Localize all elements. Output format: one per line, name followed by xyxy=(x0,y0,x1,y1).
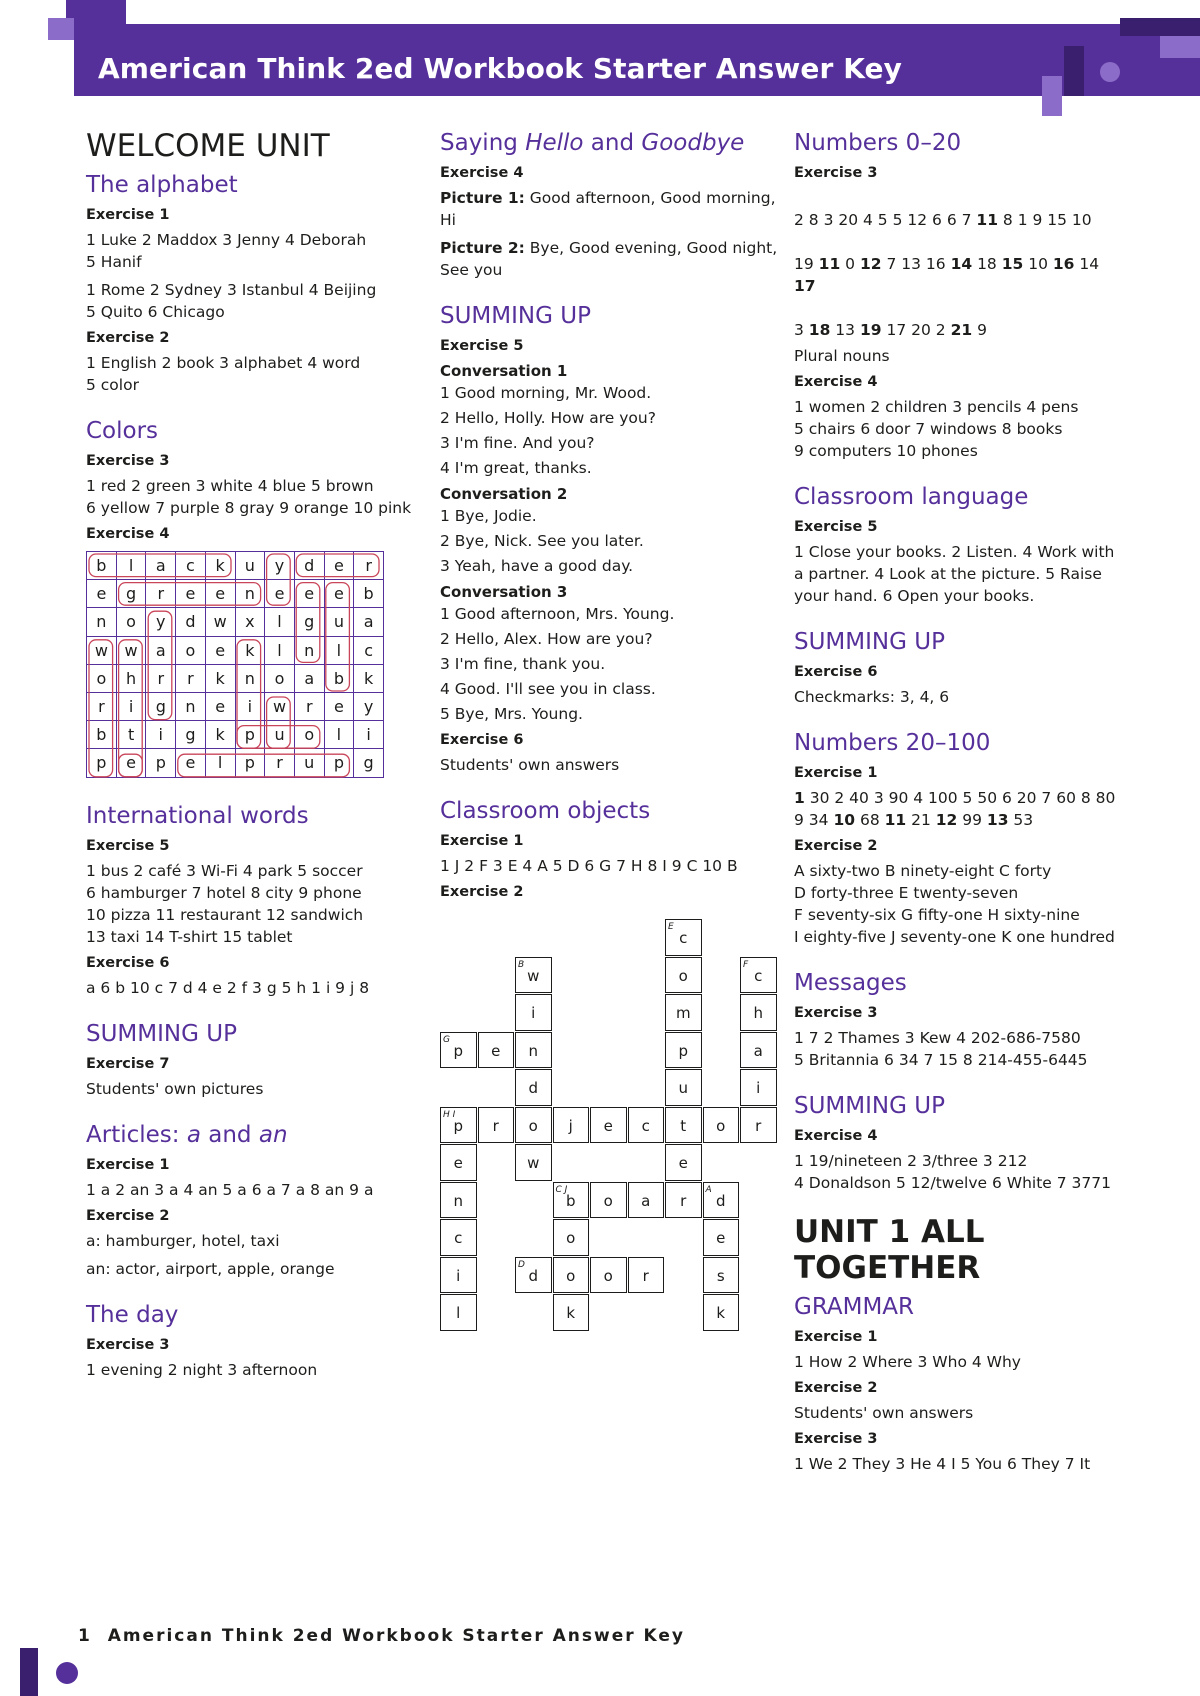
crossword-clue-number: E xyxy=(668,922,674,932)
dialogue-line: 3 I'm fine, thank you. xyxy=(440,655,606,673)
crossword-cell: t xyxy=(665,1107,702,1144)
exercise-label: Exercise 1 xyxy=(794,1329,878,1345)
word-search-cell: u xyxy=(235,552,265,580)
answer-text: an: actor, airport, apple, orange xyxy=(86,1260,335,1278)
word-search-cell: p xyxy=(235,721,265,749)
exercise-label: Exercise 5 xyxy=(86,838,170,854)
section-heading: Articles: a and an xyxy=(86,1122,288,1148)
crossword-cell: w B xyxy=(515,957,552,994)
dialogue-line: 5 Bye, Mrs. Young. xyxy=(440,705,583,723)
answer-text: Students' own pictures xyxy=(86,1080,264,1098)
exercise-label: Exercise 2 xyxy=(86,1208,170,1224)
answer-text: 1 bus 2 café 3 Wi-Fi 4 park 5 soccer 6 hamburger 7 hotel 8 city 9 phone 10 pizza 11 restaurant 12 sandwich 13 taxi 14 T-shirt 15 tablet xyxy=(86,862,364,946)
exercise-label: Exercise 1 xyxy=(86,207,170,223)
exercise-label: Exercise 6 xyxy=(86,955,170,971)
word-search-cell: a xyxy=(146,552,176,580)
word-search-cell: o xyxy=(176,636,206,664)
dialogue-line: 1 Good afternoon, Mrs. Young. xyxy=(440,605,675,623)
crossword-cell: c xyxy=(628,1107,665,1144)
word-search-cell: n xyxy=(235,664,265,692)
crossword-cell: i xyxy=(440,1257,477,1294)
answer-oval xyxy=(119,640,143,777)
crossword-cell: o xyxy=(665,957,702,994)
word-search-cell: b xyxy=(324,664,354,692)
answer-text: 1 English 2 book 3 alphabet 4 word 5 color xyxy=(86,354,361,394)
word-search-cell: i xyxy=(354,721,384,749)
exercise-label: Exercise 2 xyxy=(794,1380,878,1396)
crossword-cell: j xyxy=(553,1107,590,1144)
answer-oval xyxy=(326,583,350,691)
crossword-cell: p H I xyxy=(440,1107,477,1144)
crossword-cell: c F xyxy=(740,957,777,994)
word-search-cell: t xyxy=(116,721,146,749)
crossword-cell: o xyxy=(553,1257,590,1294)
crossword-clue-number: A xyxy=(705,1184,712,1195)
section-heading: International words xyxy=(86,803,309,829)
word-search-cell: k xyxy=(354,664,384,692)
word-search-cell: e xyxy=(176,580,206,608)
dialogue-line: 2 Hello, Holly. How are you? xyxy=(440,409,656,427)
dialogue-line: 4 I'm great, thanks. xyxy=(440,459,592,477)
decor-square xyxy=(1064,46,1084,96)
crossword-cell: d xyxy=(515,1069,552,1106)
answer-oval xyxy=(237,726,320,749)
word-search-cell: e xyxy=(294,580,324,608)
decor-square xyxy=(20,1648,38,1696)
section-heading: The day xyxy=(86,1302,179,1328)
answer-oval xyxy=(296,554,379,577)
crossword-clue-number: F xyxy=(743,959,749,970)
word-search-cell: r xyxy=(146,580,176,608)
word-search-cell: b xyxy=(87,552,117,580)
crossword-cell: o xyxy=(703,1107,740,1144)
word-search-cell: n xyxy=(176,692,206,720)
word-search-cell: e xyxy=(205,580,235,608)
crossword-cell: k xyxy=(703,1294,740,1331)
word-search-cell: d xyxy=(176,608,206,636)
answer-text: 1 evening 2 night 3 afternoon xyxy=(86,1361,318,1379)
answer-text: Picture 1: Good afternoon, Good morning, Hi xyxy=(440,189,776,229)
crossword-cell: r xyxy=(478,1107,515,1144)
word-search-cell: e xyxy=(265,580,295,608)
word-search-cell: e xyxy=(205,636,235,664)
answer-oval xyxy=(148,611,172,719)
crossword-cell: m xyxy=(665,994,702,1031)
answer-text: 2 8 3 20 4 5 5 12 6 6 7 11 8 1 9 15 10 19 11 0 12 7 13 16 14 18 15 10 16 14 17 3 18 13 19 17 20 2 21 9 xyxy=(794,211,1100,339)
exercise-label: Exercise 5 xyxy=(440,338,524,354)
conversation-label: Conversation 2 xyxy=(440,485,568,503)
exercise-label: Exercise 1 xyxy=(440,833,524,849)
word-search-cell: w xyxy=(87,636,117,664)
section-heading: Numbers 0–20 xyxy=(794,130,962,156)
crossword-cell: p G xyxy=(440,1032,477,1069)
page-number: 1 xyxy=(78,1626,92,1646)
conversation-label: Conversation 1 xyxy=(440,362,568,380)
crossword-cell: o xyxy=(553,1219,590,1256)
footer-title: American Think 2ed Workbook Starter Answer Key xyxy=(107,1626,686,1646)
exercise-label: Exercise 3 xyxy=(794,1431,878,1447)
word-search-cell: a xyxy=(354,608,384,636)
word-search-cell: o xyxy=(116,608,146,636)
word-search-cell: b xyxy=(354,580,384,608)
conversation-lines xyxy=(440,505,780,577)
answer-oval xyxy=(119,754,143,777)
crossword-cell: i xyxy=(515,994,552,1031)
exercise-label: Exercise 3 xyxy=(794,1005,878,1021)
crossword-cell: n xyxy=(440,1182,477,1219)
crossword-cell: e xyxy=(590,1107,627,1144)
answer-oval xyxy=(296,583,320,663)
word-search-cell: r xyxy=(146,664,176,692)
word-search-cell: e xyxy=(205,692,235,720)
decor-square xyxy=(1160,36,1200,58)
answer-text: a: hamburger, hotel, taxi xyxy=(86,1232,280,1250)
section-heading: Classroom language xyxy=(794,484,1029,510)
word-search-cell: k xyxy=(205,664,235,692)
word-search-cell: p xyxy=(87,749,117,777)
word-search-cell: p xyxy=(146,749,176,777)
crossword-clue-number: H I xyxy=(443,1109,456,1120)
word-search-cell: e xyxy=(324,552,354,580)
crossword-cell: e xyxy=(703,1219,740,1256)
word-search-cell: g xyxy=(146,692,176,720)
crossword-clue-number: B xyxy=(518,959,525,970)
section-heading: SUMMING UP xyxy=(440,303,591,329)
word-search-cell: g xyxy=(116,580,146,608)
word-search-cell: n xyxy=(235,580,265,608)
dialogue-line: 2 Hello, Alex. How are you? xyxy=(440,630,653,648)
word-search-cell: w xyxy=(265,692,295,720)
word-search-cell: p xyxy=(324,749,354,777)
answer-text: 1 women 2 children 3 pencils 4 pens 5 chairs 6 door 7 windows 8 books 9 computers 10 phones xyxy=(794,398,1079,460)
decor-square xyxy=(1042,76,1062,116)
exercise-label: Exercise 6 xyxy=(440,732,524,748)
exercise-label: Exercise 7 xyxy=(86,1056,170,1072)
word-search-cell: o xyxy=(265,664,295,692)
exercise-label: Exercise 4 xyxy=(86,526,170,542)
section-heading: Colors xyxy=(86,418,159,444)
crossword-clue-number: G xyxy=(443,1034,450,1045)
answer-text: A sixty-two B ninety-eight C forty D forty-three E twenty-seven F seventy-six G fifty-one H sixty-nine I eighty-five J seventy-one K one hundred xyxy=(794,862,1115,946)
exercise-label: Exercise 1 xyxy=(794,765,878,781)
crossword-cell: o xyxy=(590,1182,627,1219)
answer-text: 1 7 2 Thames 3 Kew 4 202-686-7580 5 Britannia 6 34 7 15 8 214-455-6445 xyxy=(794,1029,1088,1069)
exercise-label: Exercise 2 xyxy=(440,884,524,900)
word-search-cell: l xyxy=(324,721,354,749)
word-search-cell: l xyxy=(324,636,354,664)
answer-oval xyxy=(267,554,291,605)
section-heading: SUMMING UP xyxy=(86,1021,237,1047)
word-search-cell: k xyxy=(205,552,235,580)
crossword-cell: c E xyxy=(665,919,702,956)
dialogue-line: 2 Bye, Nick. See you later. xyxy=(440,532,644,550)
answer-text: Checkmarks: 3, 4, 6 xyxy=(794,688,950,706)
crossword-cell: a xyxy=(628,1182,665,1219)
word-search xyxy=(86,551,384,781)
word-search-cell: c xyxy=(354,636,384,664)
answer-oval xyxy=(178,754,350,777)
dialogue-line: 4 Good. I'll see you in class. xyxy=(440,680,656,698)
dialogue-line: 1 Good morning, Mr. Wood. xyxy=(440,384,652,402)
answer-oval xyxy=(119,583,261,606)
word-search-cell: o xyxy=(294,721,324,749)
decor-circle xyxy=(1100,62,1120,82)
answer-text: Students' own answers xyxy=(440,756,620,774)
section-heading: SUMMING UP xyxy=(794,1093,945,1119)
unit-title: WELCOME UNIT xyxy=(86,128,330,164)
crossword-cell: d A xyxy=(703,1182,740,1219)
answer-text: 1 red 2 green 3 white 4 blue 5 brown 6 yellow 7 purple 8 gray 9 orange 10 pink xyxy=(86,477,412,517)
decor-square xyxy=(1120,18,1200,36)
exercise-label: Exercise 3 xyxy=(86,1337,170,1353)
crossword-cell: p xyxy=(665,1032,702,1069)
word-search-cell: p xyxy=(235,749,265,777)
word-search-cell: d xyxy=(294,552,324,580)
word-search-circles xyxy=(86,551,386,783)
word-search-cell: k xyxy=(205,721,235,749)
crossword-cell: l xyxy=(440,1294,477,1331)
word-search-cell: r xyxy=(87,692,117,720)
exercise-label: Exercise 5 xyxy=(794,519,878,535)
crossword-cell: r xyxy=(628,1257,665,1294)
word-search-cell: y xyxy=(354,692,384,720)
word-search-cell: b xyxy=(87,721,117,749)
exercise-label: Exercise 4 xyxy=(794,1128,878,1144)
word-search-cell: c xyxy=(176,552,206,580)
crossword-cell: r xyxy=(740,1107,777,1144)
word-search-cell: g xyxy=(294,608,324,636)
answer-oval xyxy=(267,697,291,748)
section-heading: SUMMING UP xyxy=(794,629,945,655)
crossword-clue-number: D xyxy=(518,1259,525,1270)
word-search-cell: l xyxy=(205,749,235,777)
word-search-cell: u xyxy=(294,749,324,777)
conversation-lines xyxy=(440,603,780,725)
answer-text: Students' own answers xyxy=(794,1404,974,1422)
word-search-cell: i xyxy=(146,721,176,749)
crossword-cell: r xyxy=(665,1182,702,1219)
crossword-puzzle xyxy=(440,909,780,1329)
crossword-cell: k xyxy=(553,1294,590,1331)
word-search-cell: g xyxy=(354,749,384,777)
answer-oval xyxy=(89,640,113,777)
exercise-label: Exercise 2 xyxy=(86,330,170,346)
answer-oval xyxy=(89,554,231,577)
footer xyxy=(78,1626,685,1646)
exercise-label: Exercise 3 xyxy=(86,453,170,469)
word-search-cell: l xyxy=(265,636,295,664)
word-search-cell: o xyxy=(87,664,117,692)
decor-circle xyxy=(56,1662,78,1684)
answer-text: 1 We 2 They 3 He 4 I 5 You 6 They 7 It xyxy=(794,1455,1091,1473)
word-search-cell: u xyxy=(265,721,295,749)
answer-text: 1 Rome 2 Sydney 3 Istanbul 4 Beijing 5 Quito 6 Chicago xyxy=(86,281,377,321)
crossword-cell: b C J xyxy=(553,1182,590,1219)
word-search-cell: a xyxy=(146,636,176,664)
exercise-label: Exercise 6 xyxy=(794,664,878,680)
word-search-cell: l xyxy=(116,552,146,580)
crossword-cell: w xyxy=(515,1144,552,1181)
word-search-cell: i xyxy=(116,692,146,720)
exercise-label: Exercise 4 xyxy=(440,165,524,181)
word-search-cell: e xyxy=(324,580,354,608)
word-search-cell: w xyxy=(205,608,235,636)
word-search-cell: u xyxy=(324,608,354,636)
word-search-cell: y xyxy=(265,552,295,580)
word-search-cell: a xyxy=(294,664,324,692)
dialogue-line: 3 Yeah, have a good day. xyxy=(440,557,634,575)
answer-text: 1 J 2 F 3 E 4 A 5 D 6 G 7 H 8 I 9 C 10 B xyxy=(440,857,738,875)
crossword-cell: s xyxy=(703,1257,740,1294)
answer-text: 1 30 2 40 3 90 4 100 5 50 6 20 7 60 8 80 9 34 10 68 11 21 12 99 13 53 xyxy=(794,789,1116,829)
unit-title: UNIT 1 ALL TOGETHER xyxy=(794,1214,985,1286)
crossword-cell: h xyxy=(740,994,777,1031)
section-heading: Messages xyxy=(794,970,907,996)
crossword-cell: o xyxy=(590,1257,627,1294)
word-search-cell: h xyxy=(116,664,146,692)
answer-oval xyxy=(237,640,261,748)
section-heading: Numbers 20–100 xyxy=(794,730,991,756)
column-2 xyxy=(440,128,780,1329)
answer-text: 1 19/nineteen 2 3/three 3 212 4 Donaldson 5 12/twelve 6 White 7 3771 xyxy=(794,1152,1111,1192)
section-heading: GRAMMAR xyxy=(794,1294,915,1320)
crossword-cell: a xyxy=(740,1032,777,1069)
word-search-cell: g xyxy=(176,721,206,749)
answer-text: 1 Close your books. 2 Listen. 4 Work with a partner. 4 Look at the picture. 5 Raise your hand. 6 Open your books. xyxy=(794,543,1115,605)
crossword-cell: c xyxy=(440,1219,477,1256)
answer-text: a 6 b 10 c 7 d 4 e 2 f 3 g 5 h 1 i 9 j 8 xyxy=(86,979,370,997)
conversation-lines xyxy=(440,382,780,479)
exercise-label: Exercise 1 xyxy=(86,1157,170,1173)
word-search-cell: e xyxy=(116,749,146,777)
word-search-cell: k xyxy=(235,636,265,664)
column-1 xyxy=(86,128,416,1387)
word-search-cell: n xyxy=(87,608,117,636)
crossword-cell: e xyxy=(478,1032,515,1069)
word-search-cell: r xyxy=(176,664,206,692)
page-title: American Think 2ed Workbook Starter Answer Key xyxy=(98,52,902,85)
answer-text: 1 How 2 Where 3 Who 4 Why xyxy=(794,1353,1021,1371)
word-search-cell: e xyxy=(87,580,117,608)
word-search-cell: l xyxy=(265,608,295,636)
answer-text: Plural nouns xyxy=(794,347,890,365)
word-search-cell: e xyxy=(324,692,354,720)
exercise-label: Exercise 3 xyxy=(794,165,878,181)
column-3 xyxy=(794,128,1124,1481)
crossword-cell: u xyxy=(665,1069,702,1106)
section-heading: The alphabet xyxy=(86,172,238,198)
exercise-label: Exercise 2 xyxy=(794,838,878,854)
word-search-cell: i xyxy=(235,692,265,720)
answer-text: 1 Luke 2 Maddox 3 Jenny 4 Deborah 5 Hanif xyxy=(86,231,367,271)
crossword-clue-number: C J xyxy=(555,1184,568,1195)
crossword-cell: e xyxy=(665,1144,702,1181)
answer-text: Picture 2: Bye, Good evening, Good night, See you xyxy=(440,239,778,279)
decor-square xyxy=(48,18,74,40)
dialogue-line: 3 I'm fine. And you? xyxy=(440,434,595,452)
crossword-cell: i xyxy=(740,1069,777,1106)
crossword-cell: d D xyxy=(515,1257,552,1294)
word-search-cell: w xyxy=(116,636,146,664)
answer-text: 1 a 2 an 3 a 4 an 5 a 6 a 7 a 8 an 9 a xyxy=(86,1181,374,1199)
section-heading: Classroom objects xyxy=(440,798,651,824)
crossword-cell: n xyxy=(515,1032,552,1069)
section-heading: Saying Hello and Goodbye xyxy=(440,130,745,156)
decor-square xyxy=(66,0,126,24)
word-search-cell: r xyxy=(294,692,324,720)
dialogue-line: 1 Bye, Jodie. xyxy=(440,507,537,525)
crossword-cell: e xyxy=(440,1144,477,1181)
word-search-cell: r xyxy=(265,749,295,777)
crossword-cell: o xyxy=(515,1107,552,1144)
conversation-label: Conversation 3 xyxy=(440,583,568,601)
word-search-cell: x xyxy=(235,608,265,636)
word-search-cell: e xyxy=(176,749,206,777)
word-search-cell: r xyxy=(354,552,384,580)
word-search-cell: n xyxy=(294,636,324,664)
exercise-label: Exercise 4 xyxy=(794,374,878,390)
word-search-cell: y xyxy=(146,608,176,636)
